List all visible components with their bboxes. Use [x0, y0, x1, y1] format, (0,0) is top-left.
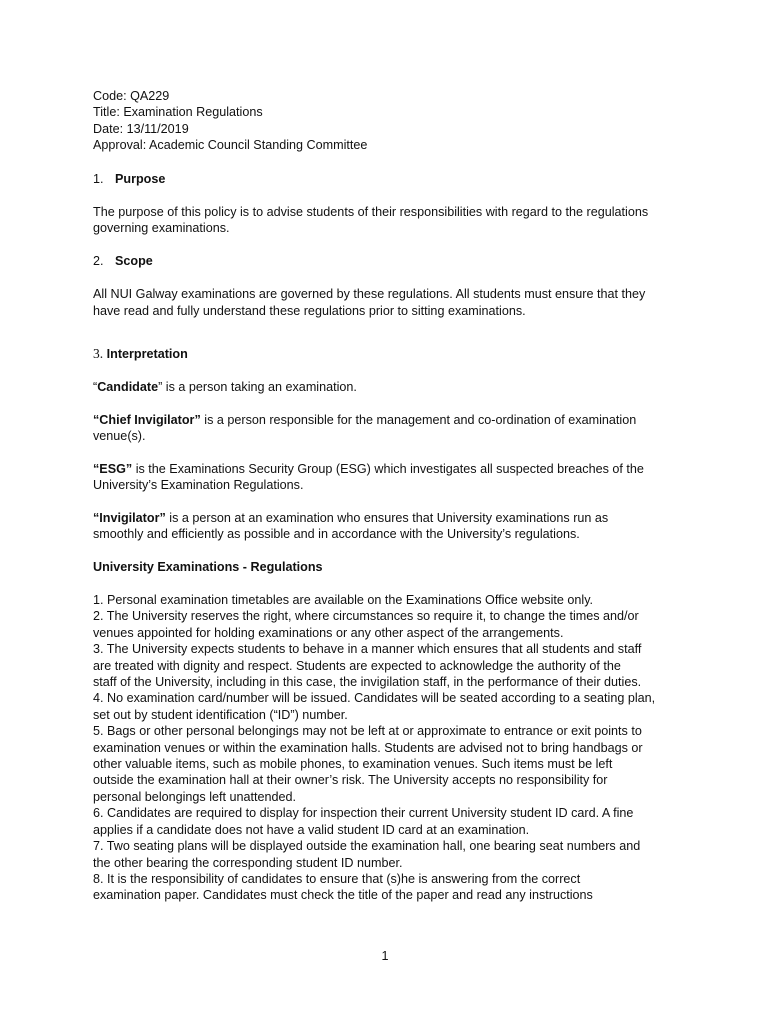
page-number: 1 — [381, 949, 389, 963]
definition-text: is the Examinations Security Group (ESG) which investigates all suspected breaches of the — [132, 462, 644, 476]
definition-text: University’s Examination Regulations. — [93, 478, 304, 493]
definition-chief-invigilator — [93, 412, 693, 445]
definition-term: “Invigilator” — [93, 511, 166, 525]
scope-paragraph — [93, 286, 693, 320]
regulation-line: applies if a candidate does not have a valid student ID card at an examination. — [93, 822, 530, 837]
definition-esg — [93, 461, 693, 494]
regulation-line: the other bearing the corresponding student ID number. — [93, 855, 403, 870]
definition-term: “ESG” — [93, 462, 133, 476]
definition-term: Candidate — [97, 380, 159, 394]
section-title: Interpretation — [106, 347, 188, 361]
section-number: 2. — [93, 254, 104, 268]
close-quote: ” — [158, 380, 163, 394]
definition-candidate — [93, 379, 693, 395]
regulation-line: 3. The University expects students to behave in a manner which ensures that all students and staff — [93, 642, 642, 657]
regulation-line: personal belongings left unattended. — [93, 789, 297, 804]
regulation-line: 8. It is the responsibility of candidates to ensure that (s)he is answering from the correct — [93, 871, 581, 886]
definition-text: is a person responsible for the management and co-ordination of examination — [200, 413, 637, 427]
interpretation-heading — [93, 346, 693, 362]
definition-invigilator — [93, 510, 693, 543]
paragraph-line: governing examinations. — [93, 221, 230, 236]
regulation-line: examination paper. Candidates must check the title of the paper and read any instructions — [93, 888, 593, 903]
regulation-line: 6. Candidates are required to display for inspection their current University student ID card. A fine — [93, 806, 634, 821]
regulations-heading: University Examinations - Regulations — [93, 560, 323, 574]
definition-term: “Chief Invigilator” — [93, 413, 201, 427]
regulation-line: staff of the University, including in this case, the invigilation staff, in the performance of their duties. — [93, 675, 642, 690]
paragraph-line: All NUI Galway examinations are governed by these regulations. All students must ensure that they — [93, 287, 646, 301]
regulation-line: 5. Bags or other personal belongings may not be left at or approximate to entrance or exit points to — [93, 724, 642, 739]
document-metadata — [93, 88, 693, 154]
section-number: 3. — [93, 346, 104, 361]
paragraph-line: The purpose of this policy is to advise students of their responsibilities with regard to the regulations — [93, 205, 649, 219]
open-quote: “ — [93, 380, 98, 394]
regulations-list — [93, 592, 693, 904]
document-date: Date: 13/11/2019 — [93, 121, 189, 136]
section-number: 1. — [93, 172, 104, 186]
regulation-line: 7. Two seating plans will be displayed outside the examination hall, one bearing seat numbers and — [93, 839, 641, 854]
document-code: Code: QA229 — [93, 89, 170, 103]
definition-text: is a person taking an examination. — [162, 380, 357, 394]
purpose-paragraph — [93, 204, 693, 237]
section-title: Scope — [115, 254, 153, 268]
scope-heading — [93, 253, 693, 269]
regulation-line: 4. No examination card/number will be issued. Candidates will be seated according to a seating plan, — [93, 691, 656, 706]
purpose-heading — [93, 171, 693, 187]
regulation-line: set out by student identification (“ID”) number. — [93, 707, 348, 722]
regulation-line: 1. Personal examination timetables are available on the Examinations Office website only. — [93, 593, 594, 607]
regulation-line: other valuable items, such as mobile phones, to examination venues. Such items must be left — [93, 757, 613, 772]
document-approval: Approval: Academic Council Standing Committee — [93, 138, 368, 153]
paragraph-line: have read and fully understand these regulations prior to sitting examinations. — [93, 304, 526, 319]
regulation-line: are treated with dignity and respect. Students are expected to acknowledge the authority of the — [93, 658, 621, 673]
regulation-line: 2. The University reserves the right, where circumstances so require it, to change the times and/or — [93, 609, 639, 624]
regulation-line: examination venues or within the examination halls. Students are advised not to bring handbags or — [93, 740, 643, 755]
document-title: Title: Examination Regulations — [93, 105, 263, 120]
regulation-line: outside the examination hall at their owner’s risk. The University accepts no responsibility for — [93, 773, 608, 788]
section-title: Purpose — [115, 172, 166, 186]
definition-text: is a person at an examination who ensures that University examinations run as — [165, 511, 609, 525]
regulation-line: venues appointed for holding examinations or any other aspect of the arrangements. — [93, 625, 564, 640]
definition-text: smoothly and efficiently as possible and in accordance with the University’s regulations. — [93, 527, 580, 542]
definition-text: venue(s). — [93, 429, 146, 444]
